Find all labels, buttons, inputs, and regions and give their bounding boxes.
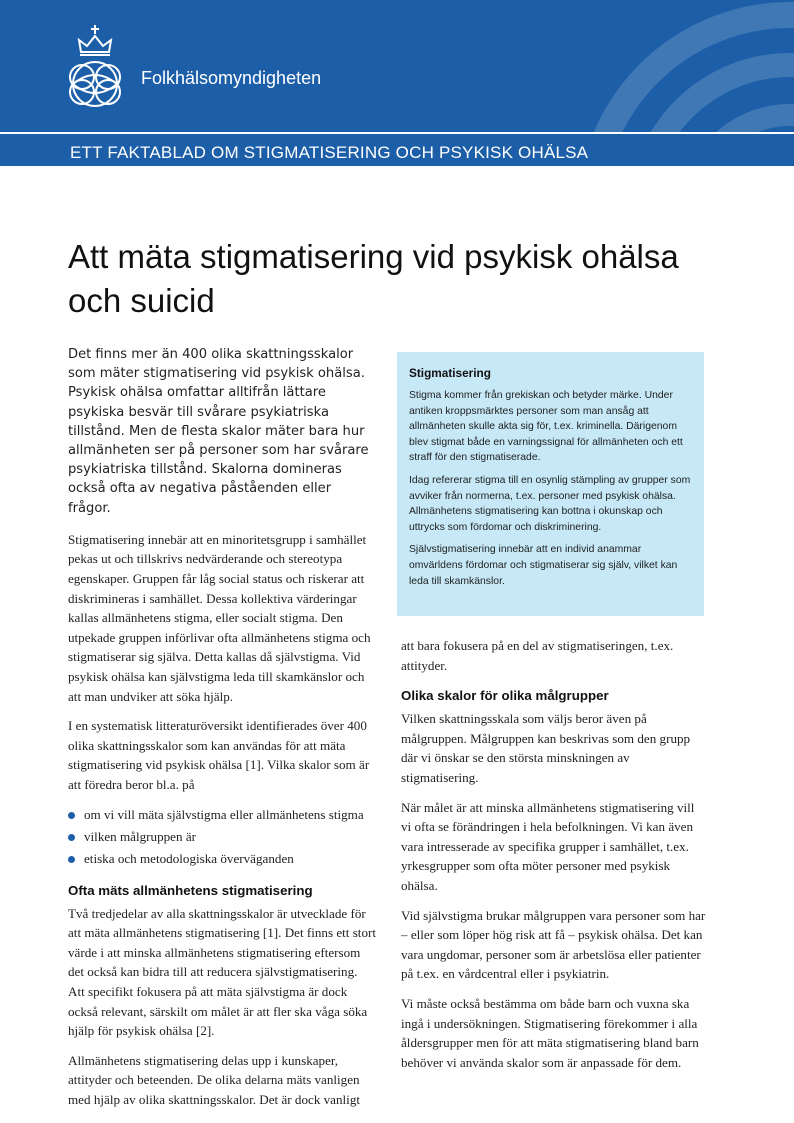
body-paragraph: Allmänhetens stigmatisering delas upp i kunskaper, attityder och beteenden. De olika delarna mäts vanligen med hjälp av olika skattningsskalor. Det är dock vanligt <box>68 1052 361 1107</box>
left-column <box>68 345 376 1119</box>
fact-box-paragraph: Stigma kommer från grekiskan och betyder märke. Under antiken kroppsmärktes personer som man ansåg att allmänheten skulle akta sig för, t.ex. kriminella. Därigenom blev stigmat både en varningssignal för allmänheten och ett straff för den stigmatiserade. <box>409 390 683 464</box>
right-column <box>401 636 706 1082</box>
page-title: Att mäta stigmatisering vid psykisk ohälsa och suicid <box>68 238 679 319</box>
bullet-list <box>68 805 376 869</box>
bullet-dot-icon <box>68 812 75 819</box>
list-item-text: etiska och metodologiska överväganden <box>84 850 294 866</box>
fact-box-paragraph: Självstigmatisering innebär att en individ anammar omvärldens fördomar och stigmatiserar sig själv, vilket kan leda till skamkänslor. <box>409 544 678 587</box>
body-paragraph: När målet är att minska allmänhetens stigmatisering vill vi ofta se förändringen i hela befolkningen. Vi kan även vara intresserade av specifika grupper i samhället, t.ex. yrkesgrupper som ofta möter personer med psykisk ohälsa. <box>401 799 695 893</box>
section-heading: Ofta mäts allmänhetens stigmatisering <box>68 882 313 898</box>
header-banner <box>0 0 794 132</box>
lead-paragraph: Det finns mer än 400 olika skattningsskalor som mäter stigmatisering vid psykisk ohälsa. Psykisk ohälsa omfattar alltifrån lättare psykiska besvär till svårare psykiatriska tillstånd. Men de flesta skalor mäter bara hur allmänheten ser på personer som har svårare psykiatriska tillstånd. Skalorna domineras också ofta av negativa påståenden eller frågor. <box>68 347 369 516</box>
list-item <box>68 849 376 869</box>
list-item-text: vilken målgruppen är <box>84 828 196 844</box>
body-paragraph: Vilken skattningsskala som väljs beror även på målgruppen. Målgruppen kan beskrivas som den grupp där vi önskar se den största minskningen av stigmatisering. <box>401 711 691 785</box>
list-item <box>68 805 376 825</box>
bullet-dot-icon <box>68 834 75 841</box>
topic-band-text: ETT FAKTABLAD OM STIGMATISERING OCH PSYKISK OHÄLSA <box>70 143 589 162</box>
body-paragraph: Vi måste också bestämma om både barn och vuxna ska ingå i undersökningen. Stigmatisering förekommer i alla åldersgrupper men för att mäta stigmatisering bland barn behöver vi använda skalor som är anpassade för dem. <box>401 995 699 1070</box>
body-paragraph: att bara fokusera på en del av stigmatiseringen, t.ex. attityder. <box>401 638 674 673</box>
body-paragraph: Två tredjedelar av alla skattningsskalor är utvecklade för att mäta allmänhetens stigmatisering [1]. Det finns ett stort värde i att minska allmänhetens stigmatisering eftersom det också kan bidra till att reducera självstigmatisering. Att specifikt fokusera på att mäta självstigma är dock också relevant, särskilt om målet är att fler ska våga söka hjälp för psykisk ohälsa [2]. <box>68 905 376 1039</box>
fact-box-title: Stigmatisering <box>409 366 491 380</box>
org-name: Folkhälsomyndigheten <box>141 68 322 88</box>
list-item-text: om vi vill mäta självstigma eller allmänhetens stigma <box>84 806 364 822</box>
bullet-dot-icon <box>68 856 75 863</box>
crown-emblem-icon <box>55 22 135 112</box>
body-paragraph: I en systematisk litteraturöversikt identifierades över 400 olika skattningsskalor som kan användas för att mäta stigmatisering vid psykisk ohälsa [1]. Vilka skalor som är att föredra beror bl.a. på <box>68 718 370 792</box>
fact-box <box>397 352 704 616</box>
fact-box-paragraph: Idag refererar stigma till en osynlig stämpling av grupper som avviker från normerna, t.ex. personer med psykisk ohälsa. Allmänhetens stigmatisering kan bottna i okunskap och uttrycks som fördomar och diskriminering. <box>409 474 691 533</box>
list-item <box>68 827 376 847</box>
body-paragraph: Stigmatisering innebär att en minoritetsgrupp i samhället pekas ut och tillskrivs nedvärderande och stereotypa egenskaper. Gruppen får låg social status och riskerar att diskrimineras i samhället. Dessa kollektiva värderingar kallas allmänhetens stigma, eller socialt stigma. Den utpekade gruppen införlivar ofta allmänhetens stigma och stigmatiserar sig själva. Detta kallas då självstigma. Vid psykisk ohälsa kan självstigma leda till skamkänslor och att man undviker att söka hjälp. <box>68 531 371 704</box>
topic-band <box>0 132 794 166</box>
section-heading: Olika skalor för olika målgrupper <box>401 688 609 704</box>
body-paragraph: Vid självstigma brukar målgruppen vara personer som har – eller som löper hög risk att få – psykisk ohälsa. Det kan vara ungdomar, personer som är arbetslösa eller patienter på t.ex. en vårdcentral eller i psykiatrin. <box>401 907 706 982</box>
